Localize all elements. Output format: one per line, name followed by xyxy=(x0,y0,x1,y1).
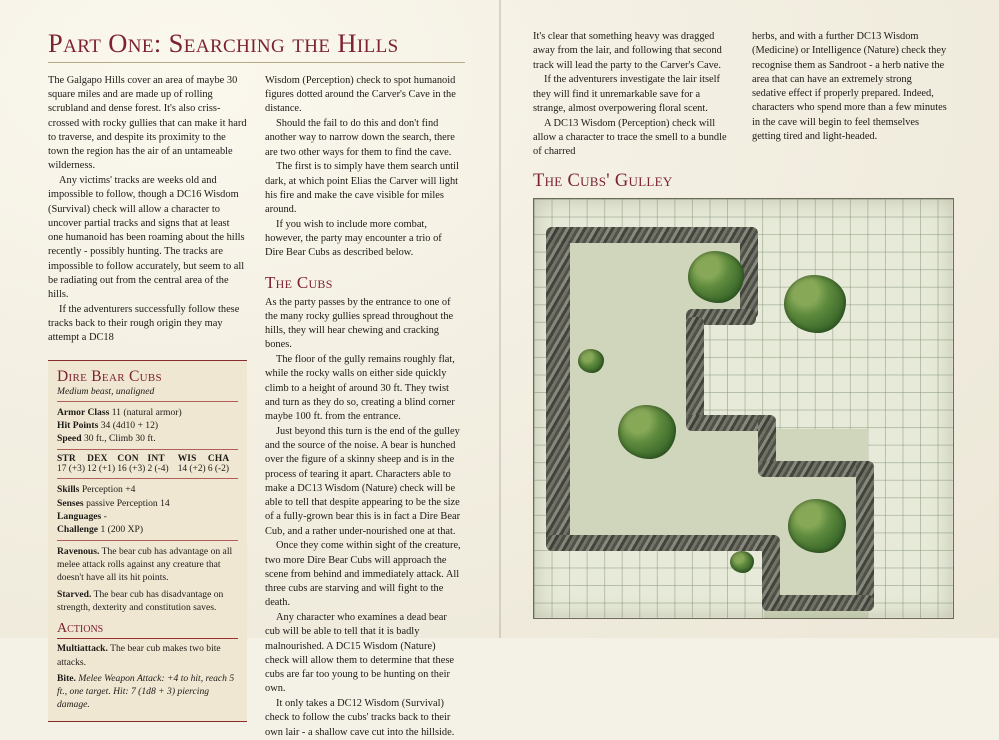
statblock-action xyxy=(57,672,238,711)
statblock-detail-value: passive Perception 14 xyxy=(86,497,170,509)
ability-wis xyxy=(178,454,208,474)
ability-name: INT xyxy=(147,454,165,465)
ability-value: 17 (+3) xyxy=(57,464,85,475)
action-name: Bite. xyxy=(57,672,76,684)
paragraph: If the adventurers successfully follow these tracks back to their rough origin they may attempt a DC18 xyxy=(48,303,240,344)
paragraph: Just beyond this turn is the end of the gulley and the source of the noise. A bear is hunched over the figure of a skinny sheep and is in the process of tearing it apart. Characters able to make a DC13 Wisdom (Nature) check will be able to tell that despite appearing to be the size of a fully-grown bear this is in fact a Dire Bear Cub, and a rather under-nourished one at that. xyxy=(265,425,461,537)
statblock-line xyxy=(57,406,238,419)
trait-name: Ravenous. xyxy=(57,546,100,558)
ability-name: DEX xyxy=(87,454,108,465)
statblock-detail xyxy=(57,483,238,496)
statblock-detail-label: Skills xyxy=(57,484,80,496)
ability-value: 14 (+2) xyxy=(177,464,206,475)
paragraph: It's clear that something heavy was dragged away from the lair, and following that second track will lead the party to the Carver's Cave. xyxy=(533,31,722,71)
paragraph: It only takes a DC12 Wisdom (Survival) check to follow the cubs' tracks back to their own lair - a shallow cave cut into the hillside. xyxy=(265,698,455,738)
statblock-detail-value: Perception +4 xyxy=(81,484,136,496)
statblock-detail xyxy=(57,523,238,536)
ability-name: CHA xyxy=(207,454,230,465)
paragraph: herbs, and with a further DC13 Wisdom (Medicine) or Intelligence (Nature) check they recognise them as Sandroot - a herb native the area that can have an extremely strong sedative effect if properly prepared. Indeed, characters who spend more than a few minutes in the cave will begin to feel themselves getting tired and light-headed. xyxy=(752,31,947,142)
paragraph: The Galgapo Hills cover an area of maybe 30 square miles and are made up of rolling scrubland and dense forest. It's also criss-crossed with rocky gullies that can make it hard to traverse, and despite its proximity to the town the region has the air of an untameable wilderness. xyxy=(48,74,247,172)
paragraph: The first is to simply have them search until dark, at which point Elias the Carver will light his fire and make the cave visible for miles around. xyxy=(265,161,459,216)
paragraph: Once they come within sight of the creature, two more Dire Bear Cubs will approach the scene from behind and immediately attack. All three cubs are starving and will fight to the death. xyxy=(265,540,461,609)
ability-name: WIS xyxy=(177,454,197,465)
ability-value: 6 (-2) xyxy=(207,464,229,475)
battle-map[interactable] xyxy=(533,198,954,619)
right-columns xyxy=(533,30,958,159)
divider xyxy=(57,401,238,402)
statblock-detail-label: Languages xyxy=(57,510,102,522)
statblock-detail-label: Challenge xyxy=(57,524,99,536)
statblock-dire-bear-cubs xyxy=(48,360,247,722)
statblock-detail-value: - xyxy=(103,510,107,522)
statblock-line-value: 34 (4d10 + 12) xyxy=(100,419,159,431)
divider xyxy=(57,449,238,450)
statblock-line-value: 11 (natural armor) xyxy=(111,406,182,418)
paragraph: The floor of the gully remains roughly flat, while the rocky walls on either side quickly climb to a height of around 30 ft. They twist and turn as they do so, creating a blind corner maybe 100 ft. from the entrance. xyxy=(265,354,455,423)
ability-value: 12 (+1) xyxy=(87,464,116,475)
action-text: The bear cub makes two bite attacks. xyxy=(57,643,221,668)
ability-cha xyxy=(208,454,238,474)
statblock-line xyxy=(57,419,238,432)
bush-cluster-mid xyxy=(618,405,676,459)
action-text: Melee Weapon Attack: +4 to hit, reach 5 ft., one target. Hit: 7 (1d8 + 3) piercing damage. xyxy=(57,672,235,710)
paragraph: Any character who examines a dead bear cub will be able to tell that it is badly malnourished. A DC15 Wisdom (Nature) check will allow them to determine that these cubs are far too young to be hunting on their own. xyxy=(265,612,454,695)
ability-dex xyxy=(87,454,117,474)
ability-int xyxy=(148,454,178,474)
left-column-2 xyxy=(265,74,462,740)
trait-text: The bear cub has advantage on all melee attack rolls against any creature that doesn't have all its hit points. xyxy=(57,546,233,584)
paragraph: A DC13 Wisdom (Perception) check will allow a character to trace the smell to a bundle of charred xyxy=(533,117,727,157)
bush-cluster-top xyxy=(688,251,744,303)
paragraph: If you wish to include more combat, however, the party may encounter a trio of Dire Bear Cubs as described below. xyxy=(265,218,442,259)
bush-cluster-upper-right xyxy=(784,275,846,333)
left-columns xyxy=(48,74,465,740)
rock-wall-bottom-left xyxy=(546,535,778,551)
rock-wall-inner-vertical xyxy=(686,317,704,429)
statblock-trait xyxy=(57,545,238,584)
trait-text: The bear cub has disadvantage on strength, dexterity and constitution saves. xyxy=(57,589,224,614)
ability-name: CON xyxy=(117,454,139,465)
action-name: Multiattack. xyxy=(57,643,108,655)
bush-small-bottom xyxy=(730,551,754,573)
statblock-type: Medium beast, unaligned xyxy=(57,385,155,397)
paragraph: As the party passes by the entrance to one of the many rocky gullies spread throughout the hills, they will hear chewing and cracking bones. xyxy=(265,296,454,351)
statblock-line-label: Speed xyxy=(57,433,82,445)
left-column-1 xyxy=(48,74,247,740)
bush-small-left xyxy=(578,349,604,373)
bush-cluster-lower-right xyxy=(788,499,846,553)
ability-name: STR xyxy=(57,454,76,465)
paragraph: Should the fail to do this and don't find another way to narrow down the search, there are two other ways for them to find the cave. xyxy=(265,118,455,158)
ability-str xyxy=(57,454,87,474)
rock-wall-south-vertical xyxy=(762,535,780,611)
divider xyxy=(57,540,238,541)
rock-wall-top xyxy=(546,227,756,243)
trait-name: Starved. xyxy=(57,589,92,601)
statblock-detail xyxy=(57,510,238,523)
ability-value: 16 (+3) xyxy=(117,464,146,475)
statblock-line xyxy=(57,432,238,445)
statblock-line-value: 30 ft., Climb 30 ft. xyxy=(83,433,156,445)
statblock-detail-value: 1 (200 XP) xyxy=(100,524,144,536)
statblock-trait xyxy=(57,588,238,614)
statblock-actions-heading: Actions xyxy=(57,621,238,639)
statblock-line-label: Hit Points xyxy=(57,419,99,431)
right-column-1 xyxy=(533,30,732,159)
rock-wall-east-vertical xyxy=(856,461,874,611)
statblock-detail xyxy=(57,497,238,510)
ability-scores xyxy=(57,454,238,474)
left-page xyxy=(0,0,499,738)
section-heading-cubs-gulley: The Cubs' Gulley xyxy=(533,171,673,192)
statblock-name: Dire Bear Cubs xyxy=(57,367,162,385)
statblock-detail-label: Senses xyxy=(57,497,84,509)
right-page xyxy=(499,0,998,638)
page-title: Part One: Searching the Hills xyxy=(48,28,399,58)
ability-value: 2 (-4) xyxy=(147,464,169,475)
section-heading-the-cubs: The Cubs xyxy=(265,272,333,292)
statblock-action xyxy=(57,642,238,668)
paragraph: Any victims' tracks are weeks old and impossible to follow, though a DC16 Wisdom (Survival) check will allow a character to uncover partial tracks and signs that at least one humanoid has been roaming about the hills recently - possibly hunting. The tracks are impossible to follow accurately, but seem to all be radiating out from the central area of the hills. xyxy=(48,175,245,301)
divider xyxy=(57,478,238,479)
statblock-line-label: Armor Class xyxy=(57,406,110,418)
rock-wall-left xyxy=(546,227,570,549)
right-column-2 xyxy=(752,30,948,159)
title-divider xyxy=(48,62,465,63)
paragraph: If the adventurers investigate the lair itself they will find it unremarkable save for a strange, almost overpowering floral scent. xyxy=(533,74,720,114)
ability-con xyxy=(117,454,147,474)
paragraph: Wisdom (Perception) check to spot humanoid figures dotted around the Carver's Cave in the distance. xyxy=(265,74,456,115)
